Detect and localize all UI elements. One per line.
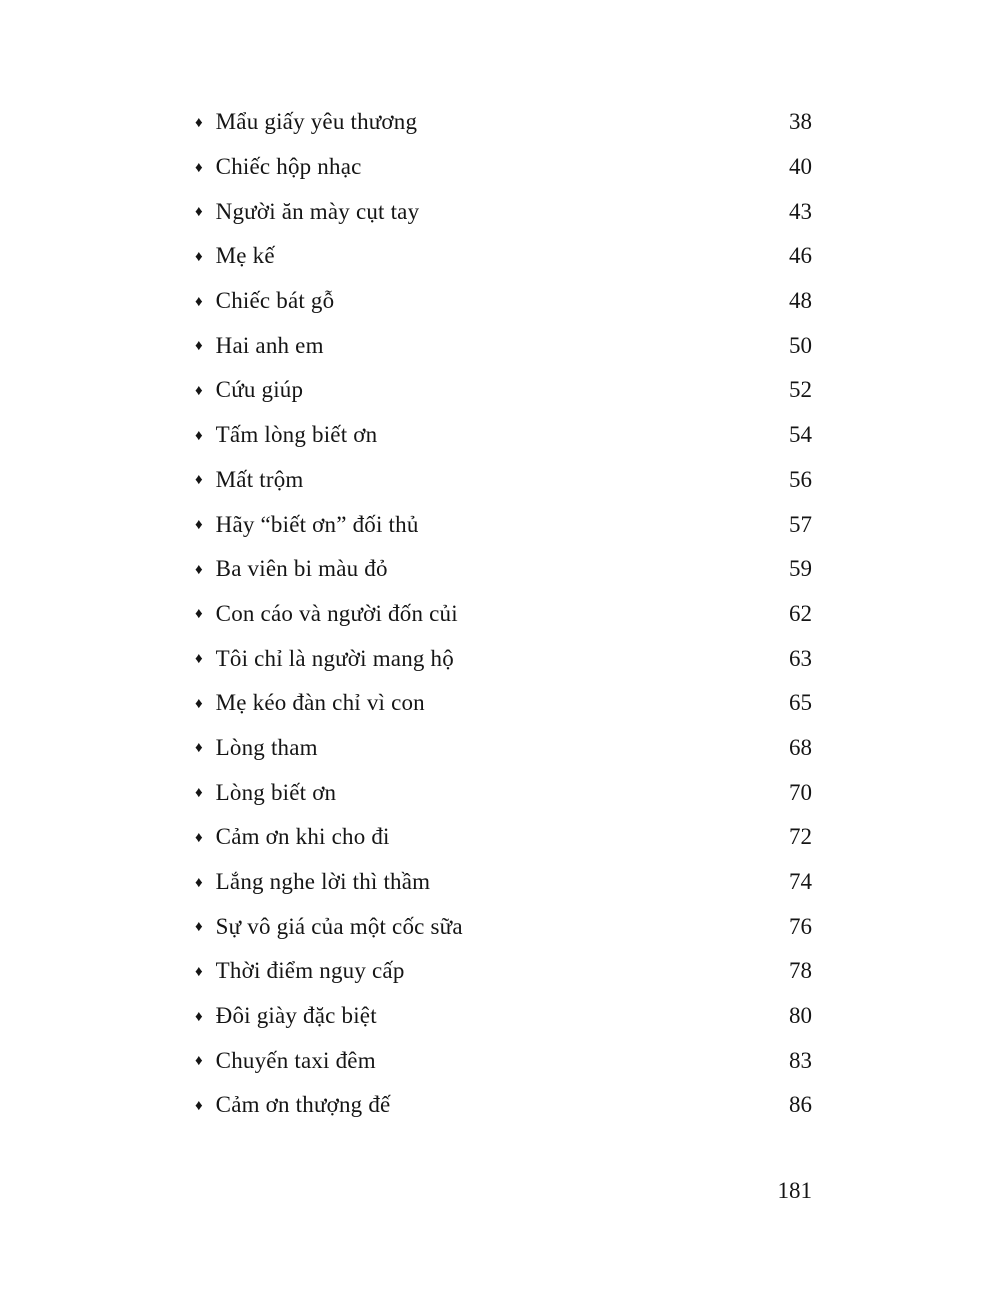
toc-entry <box>195 636 812 681</box>
diamond-bullet-icon: ♦ <box>195 963 203 980</box>
toc-entry-page: 83 <box>789 1047 812 1073</box>
diamond-bullet-icon: ♦ <box>195 1053 203 1070</box>
toc-entry <box>195 770 812 815</box>
toc-entry-title: Hãy “biết ơn” đối thủ <box>215 511 419 537</box>
toc-entry-page: 57 <box>789 511 812 537</box>
toc-entry <box>195 547 812 592</box>
diamond-bullet-icon: ♦ <box>195 1008 203 1025</box>
diamond-bullet-icon: ♦ <box>195 1097 203 1114</box>
diamond-bullet-icon: ♦ <box>195 472 203 489</box>
toc-entry <box>195 1038 812 1083</box>
toc-entry-page: 56 <box>789 466 812 492</box>
toc-entry <box>195 681 812 726</box>
toc-entry <box>195 234 812 279</box>
diamond-bullet-icon: ♦ <box>195 114 203 131</box>
toc-entry-title: Mẹ kế <box>215 243 275 269</box>
toc-entry-page: 80 <box>789 1003 812 1029</box>
toc-entry-page: 63 <box>789 645 812 671</box>
diamond-bullet-icon: ♦ <box>195 204 203 221</box>
toc-entry-page: 50 <box>789 332 812 358</box>
toc-entry-title: Ba viên bi màu đỏ <box>215 556 388 582</box>
diamond-bullet-icon: ♦ <box>195 293 203 310</box>
toc-entry-title: Mẹ kéo đàn chỉ vì con <box>215 690 425 716</box>
diamond-bullet-icon: ♦ <box>195 919 203 936</box>
toc-entry-page: 65 <box>789 690 812 716</box>
toc-entry-title: Thời điểm nguy cấp <box>215 958 405 984</box>
toc-entry-page: 74 <box>789 869 812 895</box>
toc-entry <box>195 994 812 1039</box>
diamond-bullet-icon: ♦ <box>195 382 203 399</box>
toc-entry <box>195 413 812 458</box>
toc-entry-page: 38 <box>789 109 812 135</box>
diamond-bullet-icon: ♦ <box>195 517 203 534</box>
toc-entry <box>195 904 812 949</box>
diamond-bullet-icon: ♦ <box>195 651 203 668</box>
diamond-bullet-icon: ♦ <box>195 606 203 623</box>
toc-entry <box>195 949 812 994</box>
toc-entry-page: 78 <box>789 958 812 984</box>
diamond-bullet-icon: ♦ <box>195 829 203 846</box>
diamond-bullet-icon: ♦ <box>195 695 203 712</box>
toc-entry <box>195 145 812 190</box>
toc-entry-page: 54 <box>789 422 812 448</box>
diamond-bullet-icon: ♦ <box>195 740 203 757</box>
toc-entry <box>195 100 812 145</box>
page-number: 181 <box>777 1178 812 1203</box>
toc-entry-title: Cứu giúp <box>215 377 304 403</box>
diamond-bullet-icon: ♦ <box>195 427 203 444</box>
diamond-bullet-icon: ♦ <box>195 561 203 578</box>
toc-entry <box>195 323 812 368</box>
toc-entry <box>195 189 812 234</box>
toc-entry-title: Mất trộm <box>215 466 304 492</box>
toc-entry-title: Chiếc bát gỗ <box>215 288 335 314</box>
toc-entry <box>195 1083 812 1128</box>
toc-entry-title: Mẩu giấy yêu thương <box>215 109 418 135</box>
toc-entry-page: 70 <box>789 779 812 805</box>
diamond-bullet-icon: ♦ <box>195 874 203 891</box>
diamond-bullet-icon: ♦ <box>195 248 203 265</box>
toc-entry-title: Lắng nghe lời thì thầm <box>215 869 431 895</box>
toc-entry-title: Lòng tham <box>215 734 318 760</box>
toc-entry <box>195 726 812 771</box>
toc-entry-page: 68 <box>789 734 812 760</box>
toc-entry <box>195 815 812 860</box>
toc-entry-page: 40 <box>789 154 812 180</box>
toc-entry-title: Con cáo và người đốn củi <box>215 600 458 626</box>
toc-entry-title: Người ăn mày cụt tay <box>215 198 420 224</box>
toc-entry-title: Hai anh em <box>215 332 324 358</box>
toc-entry-page: 59 <box>789 556 812 582</box>
toc-entry-title: Đôi giày đặc biệt <box>215 1003 377 1029</box>
toc-entry-title: Chiếc hộp nhạc <box>215 154 362 180</box>
toc-entry-page: 52 <box>789 377 812 403</box>
toc-entry-page: 72 <box>789 824 812 850</box>
toc-entry-title: Lòng biết ơn <box>215 779 337 805</box>
toc-entry-title: Cảm ơn khi cho đi <box>215 824 390 850</box>
toc-entry-title: Sự vô giá của một cốc sữa <box>215 913 463 939</box>
toc-entry-page: 48 <box>789 288 812 314</box>
diamond-bullet-icon: ♦ <box>195 338 203 355</box>
toc-entry <box>195 860 812 905</box>
toc-entry-title: Chuyến taxi đêm <box>215 1047 376 1073</box>
diamond-bullet-icon: ♦ <box>195 785 203 802</box>
toc-entry <box>195 279 812 324</box>
toc-entry-page: 62 <box>789 600 812 626</box>
toc-entry-page: 43 <box>789 198 812 224</box>
toc-entry-title: Tôi chỉ là người mang hộ <box>215 645 454 671</box>
toc-entry <box>195 368 812 413</box>
toc-entry <box>195 592 812 637</box>
toc-entry-title: Tấm lòng biết ơn <box>215 422 378 448</box>
diamond-bullet-icon: ♦ <box>195 159 203 176</box>
toc-entry-page: 76 <box>789 913 812 939</box>
toc-entry-title: Cảm ơn thượng đế <box>215 1092 391 1118</box>
toc-entry <box>195 458 812 503</box>
toc-entry-page: 86 <box>789 1092 812 1118</box>
toc-entry <box>195 502 812 547</box>
toc-entry-page: 46 <box>789 243 812 269</box>
table-of-contents <box>195 100 812 1128</box>
